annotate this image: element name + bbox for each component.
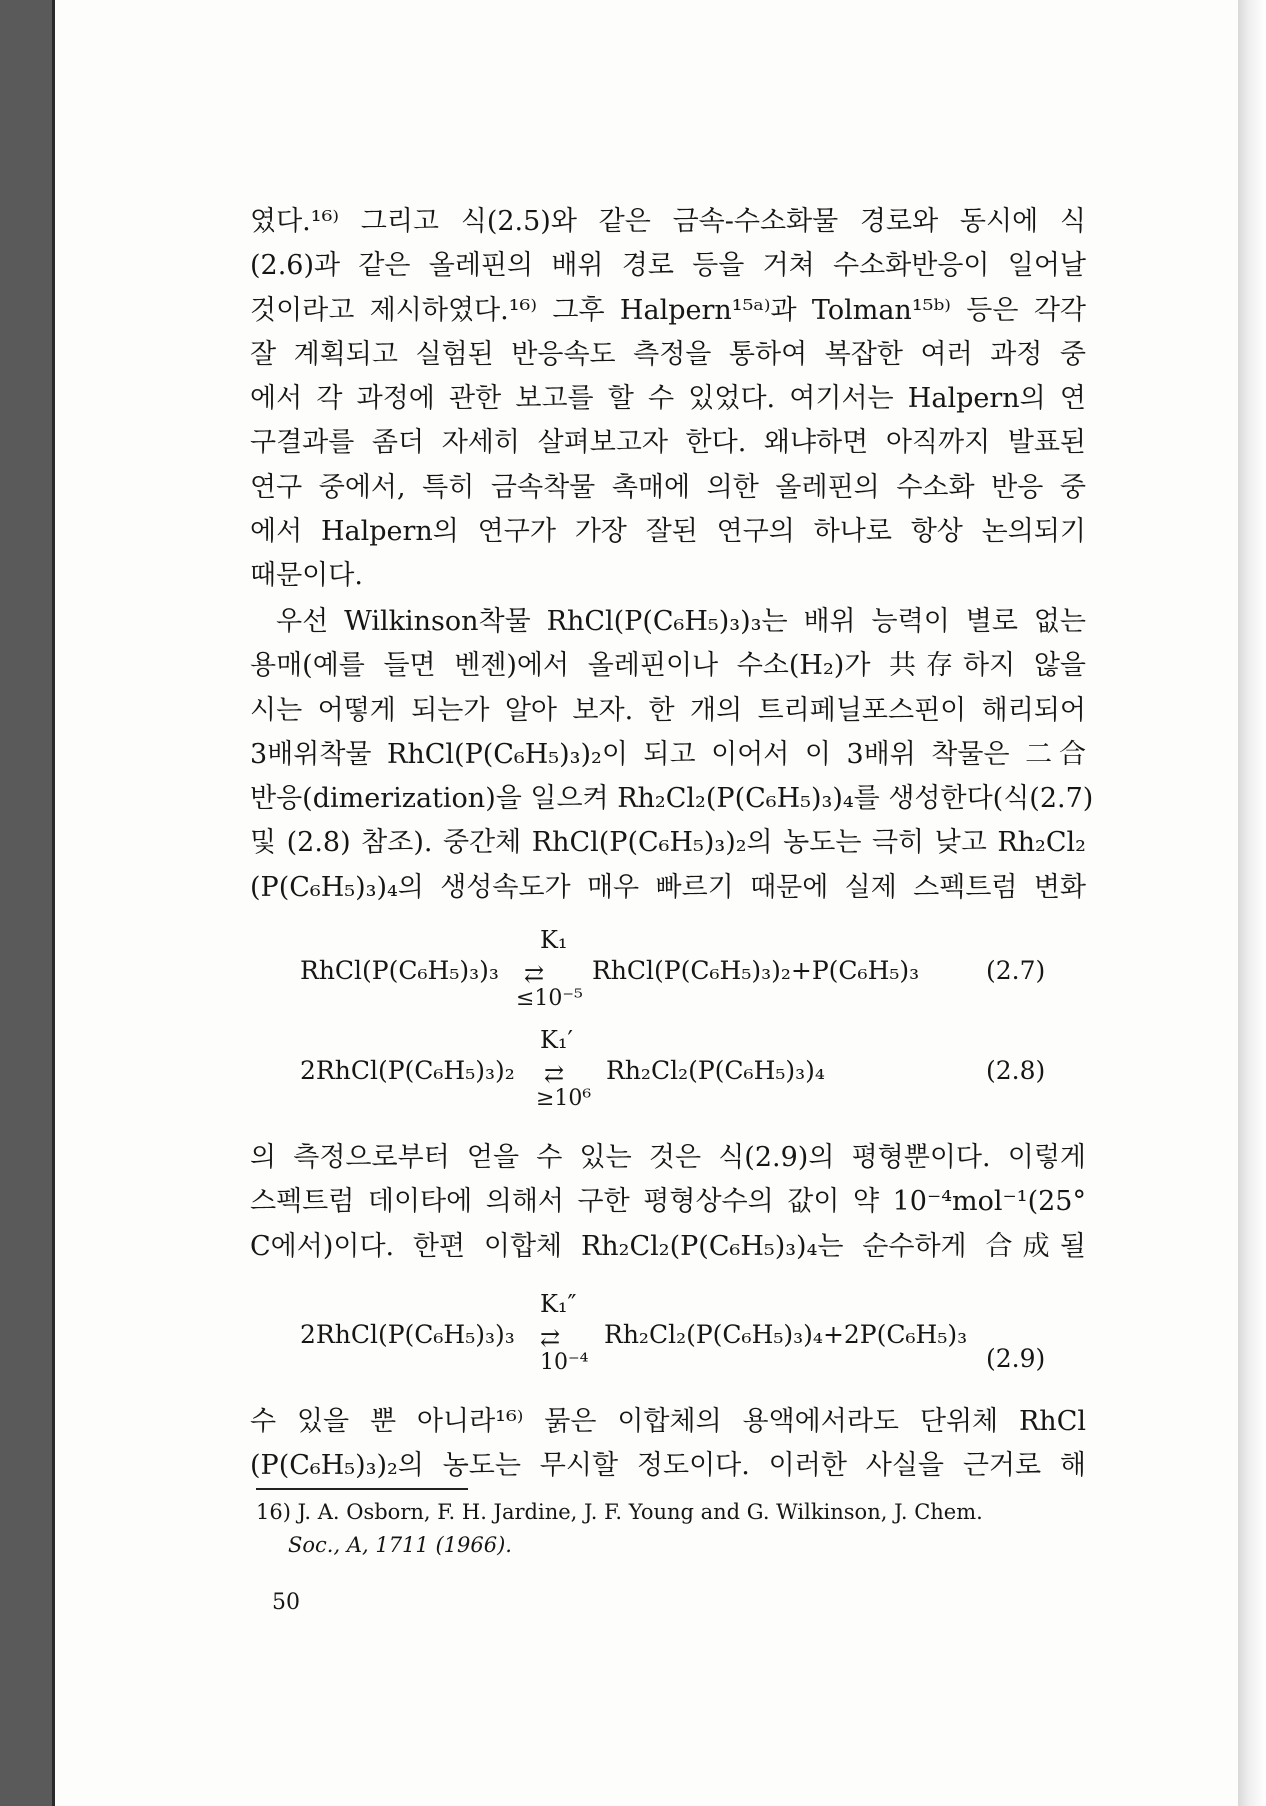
text-line: 연구 중에서, 특히 금속착물 촉매에 의한 올레핀의 수소화 반응 중	[250, 471, 1086, 503]
text-line: 용매(예를 들면 벤젠)에서 올레핀이나 수소(H₂)가 共存하지 않을	[250, 650, 1086, 682]
equation-constant-value: ≥10⁶	[536, 1086, 592, 1111]
text-line: 구결과를 좀더 자세히 살펴보고자 한다. 왜냐하면 아직까지 발표된	[250, 427, 1086, 459]
text-line: 것이라고 제시하였다.¹⁶⁾ 그후 Halpern¹⁵ᵃ⁾과 Tolman¹⁵ᵇ⁾ 등은 각각	[250, 294, 1086, 326]
equation-constant-value: ≤10⁻⁵	[516, 986, 583, 1011]
page-number: 50	[272, 1590, 300, 1615]
equation-constant-value: 10⁻⁴	[540, 1350, 589, 1375]
page-edge-shadow	[1238, 0, 1266, 1806]
text-line: (2.6)과 같은 올레핀의 배위 경로 등을 거쳐 수소화반응이 일어날	[250, 250, 1086, 282]
text-line: 시는 어떻게 되는가 알아 보자. 한 개의 트리페닐포스핀이 해리되어	[250, 694, 1086, 726]
equation-left-side: 2RhCl(P(C₆H₅)₃)₃	[300, 1320, 515, 1349]
equation-constant: K₁″	[540, 1290, 577, 1318]
equation-left-side: 2RhCl(P(C₆H₅)₃)₂	[300, 1056, 515, 1085]
text-line: 에서 Halpern의 연구가 가장 잘된 연구의 하나로 항상 논의되기	[250, 516, 1086, 548]
text-line: 및 (2.8) 참조). 중간체 RhCl(P(C₆H₅)₃)₂의 농도는 극히 낮고 Rh₂Cl₂	[250, 827, 1086, 859]
equilibrium-arrow-icon: ⇄	[540, 1324, 561, 1352]
paragraph-1	[250, 200, 1086, 599]
footnote-line: 16) J. A. Osborn, F. H. Jardine, J. F. Young and G. Wilkinson, J. Chem.	[256, 1500, 983, 1524]
equilibrium-arrow-icon: ⇄	[544, 1060, 565, 1088]
equation-left-side: RhCl(P(C₆H₅)₃)₃	[300, 956, 499, 985]
text-line: 스펙트럼 데이타에 의해서 구한 평형상수의 값이 약 10⁻⁴mol⁻¹(25°	[250, 1186, 1086, 1218]
text-line: 반응(dimerization)을 일으켜 Rh₂Cl₂(P(C₆H₅)₃)₄를 생성한다(식(2.7)	[250, 783, 1094, 815]
equation-constant: K₁	[540, 926, 568, 954]
text-line: (P(C₆H₅)₃)₄의 생성속도가 매우 빠르기 때문에 실제 스펙트럼 변화	[250, 871, 1086, 903]
equation-right-side: Rh₂Cl₂(P(C₆H₅)₃)₄	[606, 1056, 825, 1085]
text-line: 우선 Wilkinson착물 RhCl(P(C₆H₅)₃)₃는 배위 능력이 별로 없는	[276, 606, 1086, 637]
text-line: 3배위착물 RhCl(P(C₆H₅)₃)₂이 되고 이어서 이 3배위 착물은 二合	[250, 738, 1086, 770]
equation-right-side: Rh₂Cl₂(P(C₆H₅)₃)₄+2P(C₆H₅)₃	[604, 1320, 968, 1349]
paragraph-3	[250, 1136, 1086, 1269]
text-line: 에서 각 과정에 관한 보고를 할 수 있었다. 여기서는 Halpern의 연	[250, 383, 1086, 415]
text-line: 때문이다.	[250, 560, 363, 592]
text-line: C에서)이다. 한편 이합체 Rh₂Cl₂(P(C₆H₅)₃)₄는 순수하게 合成될	[250, 1230, 1086, 1262]
equation-number: (2.8)	[986, 1056, 1046, 1085]
footnote-line: Soc., A, 1711 (1966).	[288, 1533, 512, 1557]
paragraph-2	[250, 600, 1094, 910]
paragraph-4	[250, 1400, 1086, 1489]
equation-number: (2.7)	[986, 956, 1046, 985]
text-line: 수 있을 뿐 아니라¹⁶⁾ 묽은 이합체의 용액에서라도 단위체 RhCl	[250, 1406, 1086, 1437]
text-line: 잘 계획되고 실험된 반응속도 측정을 통하여 복잡한 여러 과정 중	[250, 338, 1086, 370]
footnote-rule	[256, 1488, 468, 1490]
text-line: 였다.¹⁶⁾ 그리고 식(2.5)와 같은 금속-수소화물 경로와 동시에 식	[250, 206, 1086, 237]
equation-constant: K₁′	[540, 1026, 573, 1054]
footnote	[256, 1496, 1086, 1562]
equation-number: (2.9)	[986, 1344, 1046, 1373]
text-line: 의 측정으로부터 얻을 수 있는 것은 식(2.9)의 평형뿐이다. 이렇게	[250, 1142, 1086, 1173]
text-line: (P(C₆H₅)₃)₂의 농도는 무시할 정도이다. 이러한 사실을 근거로 해	[250, 1450, 1086, 1482]
equation-right-side: RhCl(P(C₆H₅)₃)₂+P(C₆H₅)₃	[592, 956, 920, 985]
equilibrium-arrow-icon: ⇄	[524, 960, 545, 988]
